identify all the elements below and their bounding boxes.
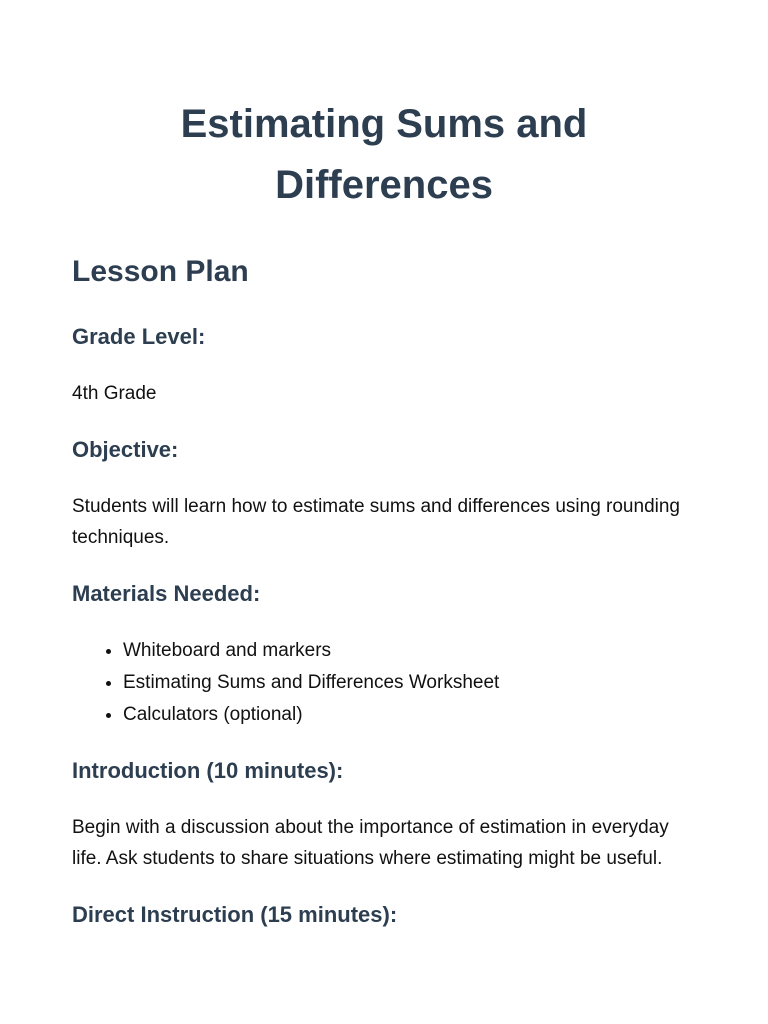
objective-heading: Objective: bbox=[72, 437, 179, 462]
materials-list-item: • Whiteboard and markers bbox=[123, 635, 696, 667]
materials-list-item: • Calculators (optional) bbox=[123, 699, 696, 731]
materials-heading: Materials Needed: bbox=[72, 581, 261, 606]
materials-list bbox=[72, 635, 696, 731]
materials-list-item: • Estimating Sums and Differences Worksheet bbox=[123, 667, 696, 699]
grade-level-text: 4th Grade bbox=[72, 383, 157, 404]
grade-level-heading: Grade Level: bbox=[72, 324, 206, 349]
introduction-text: Begin with a discussion about the importance of estimation in everyday life. Ask students to share situations where estimating might be useful. bbox=[72, 817, 669, 869]
introduction-heading: Introduction (10 minutes): bbox=[72, 758, 344, 783]
direct-instruction-heading: Direct Instruction (15 minutes): bbox=[72, 902, 398, 927]
objective-text: Students will learn how to estimate sums and differences using rounding techniques. bbox=[72, 496, 680, 548]
section-title-lesson-plan: Lesson Plan bbox=[72, 255, 249, 288]
document-title: Estimating Sums and Differences bbox=[180, 102, 588, 207]
